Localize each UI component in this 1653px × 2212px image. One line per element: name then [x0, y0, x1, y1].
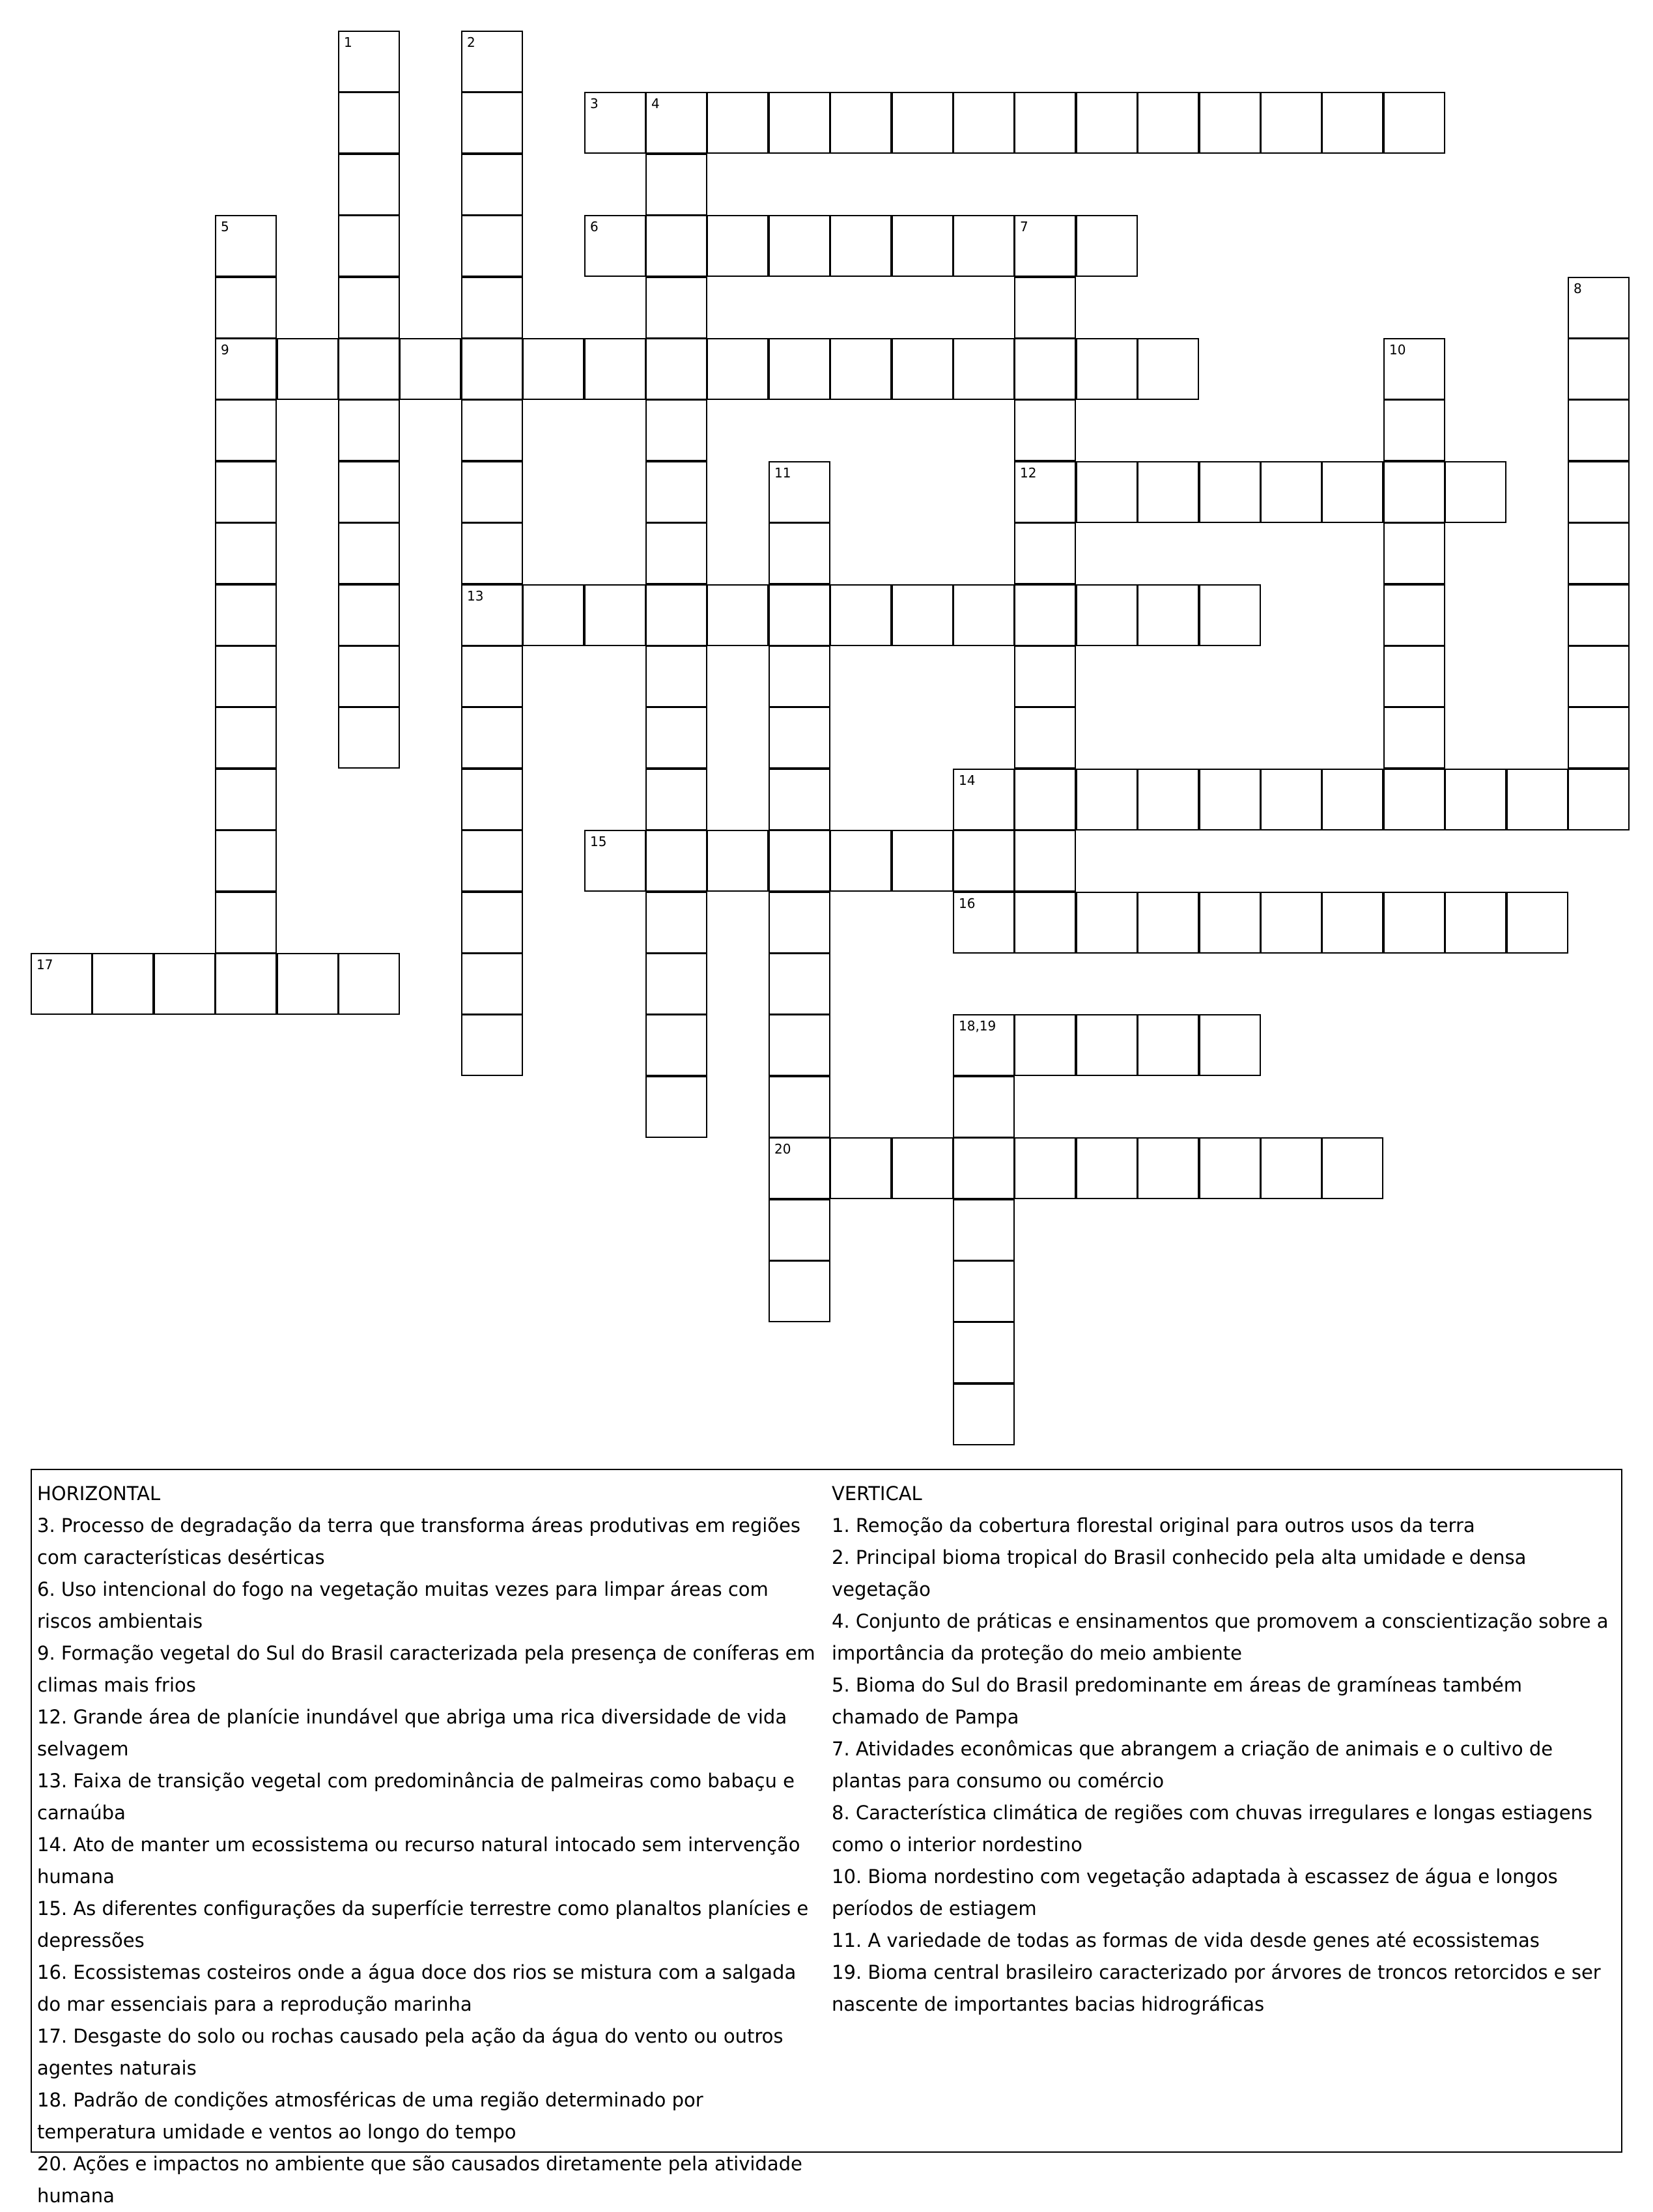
- grid-cell[interactable]: [461, 953, 523, 1015]
- clue-number: 13: [467, 588, 484, 604]
- grid-cell[interactable]: [1199, 892, 1261, 954]
- grid-cell[interactable]: [830, 584, 892, 646]
- grid-cell[interactable]: [1321, 461, 1383, 523]
- grid-cell[interactable]: [1321, 769, 1383, 830]
- grid-cell[interactable]: [522, 338, 584, 400]
- grid-cell[interactable]: [338, 338, 400, 400]
- grid-cell[interactable]: [461, 215, 523, 277]
- grid-cell[interactable]: [1321, 1137, 1383, 1199]
- grid-cell[interactable]: [1260, 892, 1322, 954]
- grid-cell[interactable]: [953, 338, 1015, 400]
- vertical-clues-column: [832, 1478, 1613, 2021]
- grid-cell[interactable]: [1199, 584, 1261, 646]
- clue-down-5: 5. Bioma do Sul do Brasil predominante em áreas de gramíneas também chamado de Pampa: [832, 1674, 1523, 1728]
- grid-cell[interactable]: [953, 215, 1015, 277]
- grid-cell[interactable]: [338, 31, 400, 92]
- grid-cell[interactable]: [645, 338, 707, 400]
- grid-cell[interactable]: [215, 584, 277, 646]
- grid-cell[interactable]: [1568, 338, 1630, 400]
- clue-number: 15: [590, 834, 607, 849]
- grid-cell[interactable]: [522, 584, 584, 646]
- grid-cell[interactable]: [892, 92, 954, 154]
- grid-cell[interactable]: [645, 154, 707, 216]
- grid-cell[interactable]: [892, 584, 954, 646]
- grid-cell[interactable]: [215, 399, 277, 461]
- grid-cell[interactable]: [584, 584, 646, 646]
- grid-cell[interactable]: [1260, 92, 1322, 154]
- clue-number: 4: [651, 96, 660, 111]
- grid-cell[interactable]: [461, 892, 523, 954]
- clue-across-16: 16. Ecossistemas costeiros onde a água doce dos rios se mistura com a salgada do mar essenciais para a reprodução marinha: [37, 1961, 797, 2015]
- grid-cell[interactable]: [769, 953, 830, 1015]
- clue-across-15: 15. As diferentes configurações da superfície terrestre como planaltos planícies e depressões: [37, 1897, 809, 1951]
- grid-cell[interactable]: [277, 338, 339, 400]
- grid-cell[interactable]: [1260, 1137, 1322, 1199]
- grid-cell[interactable]: [461, 522, 523, 584]
- grid-cell[interactable]: [1383, 399, 1445, 461]
- grid-cell[interactable]: [1014, 399, 1076, 461]
- grid-cell[interactable]: [1568, 645, 1630, 707]
- grid-cell[interactable]: [1076, 1137, 1138, 1199]
- grid-cell[interactable]: [215, 461, 277, 523]
- grid-cell[interactable]: [645, 584, 707, 646]
- grid-cell[interactable]: [707, 830, 769, 892]
- grid-cell[interactable]: [953, 1322, 1015, 1383]
- clue-number: 12: [1020, 465, 1037, 481]
- grid-cell[interactable]: [1383, 522, 1445, 584]
- grid-cell[interactable]: [892, 338, 954, 400]
- grid-cell[interactable]: [707, 92, 769, 154]
- clue-across-3: 3. Processo de degradação da terra que transforma áreas produtivas em regiões com características desérticas: [37, 1514, 800, 1568]
- grid-cell[interactable]: [769, 1260, 830, 1322]
- grid-cell[interactable]: [1383, 584, 1445, 646]
- grid-cell[interactable]: [645, 461, 707, 523]
- clue-across-9: 9. Formação vegetal do Sul do Brasil caracterizada pela presença de coníferas em climas mais frios: [37, 1642, 815, 1696]
- grid-cell[interactable]: [1199, 1014, 1261, 1076]
- grid-cell[interactable]: [1014, 707, 1076, 769]
- grid-cell[interactable]: [953, 1383, 1015, 1445]
- grid-cell[interactable]: [1076, 1014, 1138, 1076]
- grid-cell[interactable]: [1199, 1137, 1261, 1199]
- grid-cell[interactable]: [1321, 892, 1383, 954]
- grid-cell[interactable]: [1568, 461, 1630, 523]
- grid-cell[interactable]: [645, 707, 707, 769]
- grid-cell[interactable]: [769, 215, 830, 277]
- clue-across-6: 6. Uso intencional do fogo na vegetação muitas vezes para limpar áreas com riscos ambientais: [37, 1578, 769, 1632]
- vertical-clues-title: VERTICAL: [832, 1482, 922, 1505]
- clue-number: 7: [1020, 219, 1028, 234]
- grid-cell[interactable]: [215, 522, 277, 584]
- grid-cell[interactable]: [769, 645, 830, 707]
- horizontal-clues-title: HORIZONTAL: [37, 1482, 161, 1505]
- grid-cell[interactable]: [1568, 707, 1630, 769]
- grid-cell[interactable]: [1199, 461, 1261, 523]
- grid-cell[interactable]: [1137, 1014, 1199, 1076]
- grid-cell[interactable]: [1014, 892, 1076, 954]
- grid-cell[interactable]: [645, 399, 707, 461]
- grid-cell[interactable]: [584, 338, 646, 400]
- clue-number: 6: [590, 219, 599, 234]
- grid-cell[interactable]: [461, 584, 523, 646]
- clue-across-17: 17. Desgaste do solo ou rochas causado pela ação da água do vento ou outros agentes naturais: [37, 2025, 784, 2079]
- grid-cell[interactable]: [215, 277, 277, 339]
- clues-box: [31, 1469, 1622, 2207]
- grid-cell[interactable]: [1506, 892, 1568, 954]
- clue-number: 5: [221, 219, 229, 234]
- grid-cell[interactable]: [1014, 1014, 1076, 1076]
- grid-cell[interactable]: [1014, 584, 1076, 646]
- grid-cell[interactable]: [953, 1260, 1015, 1322]
- grid-cell[interactable]: [830, 830, 892, 892]
- grid-cell[interactable]: [1445, 769, 1506, 830]
- grid-cell[interactable]: [1383, 707, 1445, 769]
- grid-cell[interactable]: [338, 215, 400, 277]
- grid-cell[interactable]: [338, 92, 400, 154]
- horizontal-clues-column: [37, 1478, 825, 2212]
- clue-down-1: 1. Remoção da cobertura florestal original para outros usos da terra: [832, 1514, 1475, 1537]
- grid-cell[interactable]: [645, 92, 707, 154]
- grid-cell[interactable]: [461, 707, 523, 769]
- clue-across-13: 13. Faixa de transição vegetal com predominância de palmeiras como babaçu e carnaúba: [37, 1770, 795, 1824]
- grid-cell[interactable]: [1383, 92, 1445, 154]
- grid-cell[interactable]: [584, 830, 646, 892]
- grid-cell[interactable]: [769, 1137, 830, 1199]
- clue-down-7: 7. Atividades econômicas que abrangem a criação de animais e o cultivo de plantas para consumo ou comércio: [832, 1738, 1553, 1792]
- grid-cell[interactable]: [645, 1014, 707, 1076]
- grid-cell[interactable]: [1568, 522, 1630, 584]
- grid-cell[interactable]: [1076, 338, 1138, 400]
- grid-cell[interactable]: [892, 215, 954, 277]
- grid-cell[interactable]: [769, 522, 830, 584]
- clue-number: 20: [774, 1141, 791, 1157]
- clue-number: 2: [467, 35, 475, 50]
- grid-cell[interactable]: [1076, 215, 1138, 277]
- grid-cell[interactable]: [461, 31, 523, 92]
- grid-cell[interactable]: [1383, 892, 1445, 954]
- grid-cell[interactable]: [953, 1076, 1015, 1138]
- grid-cell[interactable]: [769, 338, 830, 400]
- grid-cell[interactable]: [830, 338, 892, 400]
- grid-cell[interactable]: [830, 215, 892, 277]
- grid-cell[interactable]: [461, 277, 523, 339]
- grid-cell[interactable]: [769, 769, 830, 830]
- grid-cell[interactable]: [92, 953, 154, 1015]
- grid-cell[interactable]: [461, 461, 523, 523]
- grid-cell[interactable]: [1137, 1137, 1199, 1199]
- clue-number: 16: [959, 896, 976, 911]
- grid-cell[interactable]: [338, 584, 400, 646]
- clue-number: 8: [1574, 281, 1582, 296]
- grid-cell[interactable]: [1383, 338, 1445, 400]
- clue-number: 11: [774, 465, 791, 481]
- grid-cell[interactable]: [769, 1014, 830, 1076]
- grid-cell[interactable]: [953, 1137, 1015, 1199]
- grid-cell[interactable]: [1445, 461, 1506, 523]
- grid-cell[interactable]: [1137, 461, 1199, 523]
- grid-cell[interactable]: [953, 892, 1015, 954]
- clue-down-4: 4. Conjunto de práticas e ensinamentos que promovem a conscientização sobre a importância da proteção do meio ambiente: [832, 1610, 1609, 1664]
- grid-cell[interactable]: [645, 215, 707, 277]
- grid-cell[interactable]: [769, 707, 830, 769]
- grid-cell[interactable]: [461, 645, 523, 707]
- grid-cell[interactable]: [215, 707, 277, 769]
- grid-cell[interactable]: [707, 215, 769, 277]
- grid-cell[interactable]: [461, 399, 523, 461]
- clue-number: 17: [36, 957, 53, 972]
- grid-cell[interactable]: [1568, 584, 1630, 646]
- grid-cell[interactable]: [215, 338, 277, 400]
- grid-cell[interactable]: [892, 830, 954, 892]
- grid-cell[interactable]: [1076, 892, 1138, 954]
- grid-cell[interactable]: [215, 769, 277, 830]
- grid-cell[interactable]: [645, 769, 707, 830]
- clue-number: 1: [344, 35, 352, 50]
- grid-cell[interactable]: [1014, 215, 1076, 277]
- grid-cell[interactable]: [1137, 92, 1199, 154]
- grid-cell[interactable]: [953, 769, 1015, 830]
- grid-cell[interactable]: [1137, 584, 1199, 646]
- grid-cell[interactable]: [1260, 461, 1322, 523]
- grid-cell[interactable]: [1014, 461, 1076, 523]
- grid-cell[interactable]: [215, 830, 277, 892]
- grid-cell[interactable]: [645, 1076, 707, 1138]
- grid-cell[interactable]: [1014, 92, 1076, 154]
- grid-cell[interactable]: [399, 338, 461, 400]
- grid-cell[interactable]: [1014, 338, 1076, 400]
- grid-cell[interactable]: [953, 1199, 1015, 1261]
- grid-cell[interactable]: [215, 892, 277, 954]
- grid-cell[interactable]: [769, 584, 830, 646]
- grid-cell[interactable]: [769, 461, 830, 523]
- clue-across-18: 18. Padrão de condições atmosféricas de uma região determinado por temperatura umidade e ventos ao longo do tempo: [37, 2089, 703, 2143]
- grid-cell[interactable]: [338, 645, 400, 707]
- grid-cell[interactable]: [338, 154, 400, 216]
- grid-cell[interactable]: [461, 769, 523, 830]
- grid-cell[interactable]: [1137, 892, 1199, 954]
- grid-cell[interactable]: [1137, 769, 1199, 830]
- clue-down-8: 8. Característica climática de regiões com chuvas irregulares e longas estiagens como o interior nordestino: [832, 1802, 1593, 1856]
- clue-down-10: 10. Bioma nordestino com vegetação adaptada à escassez de água e longos períodos de estiagem: [832, 1865, 1558, 1920]
- clue-across-12: 12. Grande área de planície inundável que abriga uma rica diversidade de vida selvagem: [37, 1706, 787, 1760]
- grid-cell[interactable]: [584, 215, 646, 277]
- grid-cell[interactable]: [1014, 1137, 1076, 1199]
- clue-across-20: 20. Ações e impactos no ambiente que são causados diretamente pela atividade humana: [37, 2153, 802, 2207]
- grid-cell[interactable]: [31, 953, 92, 1015]
- grid-cell[interactable]: [953, 92, 1015, 154]
- grid-cell[interactable]: [1321, 92, 1383, 154]
- grid-cell[interactable]: [1506, 769, 1568, 830]
- grid-cell[interactable]: [769, 1199, 830, 1261]
- grid-cell[interactable]: [769, 1076, 830, 1138]
- grid-cell[interactable]: [338, 399, 400, 461]
- grid-cell[interactable]: [1383, 461, 1445, 523]
- grid-cell[interactable]: [892, 1137, 954, 1199]
- grid-cell[interactable]: [953, 830, 1015, 892]
- grid-cell[interactable]: [215, 645, 277, 707]
- grid-cell[interactable]: [338, 707, 400, 769]
- clue-number: 3: [590, 96, 599, 111]
- clue-down-19: 19. Bioma central brasileiro caracterizado por árvores de troncos retorcidos e ser nascente de importantes bacias hidrográficas: [832, 1961, 1601, 2015]
- grid-cell[interactable]: [1076, 92, 1138, 154]
- clue-number: 9: [221, 342, 229, 358]
- grid-cell[interactable]: [645, 277, 707, 339]
- grid-cell[interactable]: [1199, 769, 1261, 830]
- grid-cell[interactable]: [338, 953, 400, 1015]
- grid-cell[interactable]: [707, 584, 769, 646]
- grid-cell[interactable]: [830, 1137, 892, 1199]
- grid-cell[interactable]: [338, 277, 400, 339]
- grid-cell[interactable]: [1383, 769, 1445, 830]
- grid-cell[interactable]: [1260, 769, 1322, 830]
- grid-cell[interactable]: [1014, 277, 1076, 339]
- grid-cell[interactable]: [1014, 830, 1076, 892]
- grid-cell[interactable]: [769, 92, 830, 154]
- clue-down-11: 11. A variedade de todas as formas de vida desde genes até ecossistemas: [832, 1929, 1540, 1951]
- grid-cell[interactable]: [953, 1014, 1015, 1076]
- grid-cell[interactable]: [645, 830, 707, 892]
- grid-cell[interactable]: [461, 154, 523, 216]
- grid-cell[interactable]: [154, 953, 216, 1015]
- grid-cell[interactable]: [584, 92, 646, 154]
- grid-cell[interactable]: [707, 338, 769, 400]
- grid-cell[interactable]: [645, 645, 707, 707]
- grid-cell[interactable]: [277, 953, 339, 1015]
- clue-number: 10: [1389, 342, 1406, 358]
- grid-cell[interactable]: [215, 953, 277, 1015]
- grid-cell[interactable]: [1383, 645, 1445, 707]
- grid-cell[interactable]: [338, 461, 400, 523]
- grid-cell[interactable]: [1076, 461, 1138, 523]
- grid-cell[interactable]: [1568, 277, 1630, 339]
- grid-cell[interactable]: [1568, 769, 1630, 830]
- grid-cell[interactable]: [645, 522, 707, 584]
- grid-cell[interactable]: [645, 892, 707, 954]
- grid-cell[interactable]: [953, 584, 1015, 646]
- grid-cell[interactable]: [1014, 522, 1076, 584]
- grid-cell[interactable]: [1076, 584, 1138, 646]
- grid-cell[interactable]: [215, 215, 277, 277]
- clue-number: 14: [959, 773, 976, 788]
- grid-cell[interactable]: [461, 1014, 523, 1076]
- clue-number: 18,19: [959, 1018, 996, 1034]
- grid-cell[interactable]: [830, 92, 892, 154]
- clue-down-2: 2. Principal bioma tropical do Brasil conhecido pela alta umidade e densa vegetação: [832, 1546, 1527, 1600]
- grid-cell[interactable]: [1199, 92, 1261, 154]
- grid-cell[interactable]: [1076, 769, 1138, 830]
- grid-cell[interactable]: [1568, 399, 1630, 461]
- grid-cell[interactable]: [1445, 892, 1506, 954]
- grid-cell[interactable]: [769, 892, 830, 954]
- grid-cell[interactable]: [1014, 769, 1076, 830]
- grid-cell[interactable]: [461, 338, 523, 400]
- grid-cell[interactable]: [1137, 338, 1199, 400]
- grid-cell[interactable]: [1014, 645, 1076, 707]
- grid-cell[interactable]: [461, 830, 523, 892]
- grid-cell[interactable]: [769, 830, 830, 892]
- clue-across-14: 14. Ato de manter um ecossistema ou recurso natural intocado sem intervenção humana: [37, 1834, 800, 1888]
- grid-cell[interactable]: [338, 522, 400, 584]
- grid-cell[interactable]: [645, 953, 707, 1015]
- grid-cell[interactable]: [461, 92, 523, 154]
